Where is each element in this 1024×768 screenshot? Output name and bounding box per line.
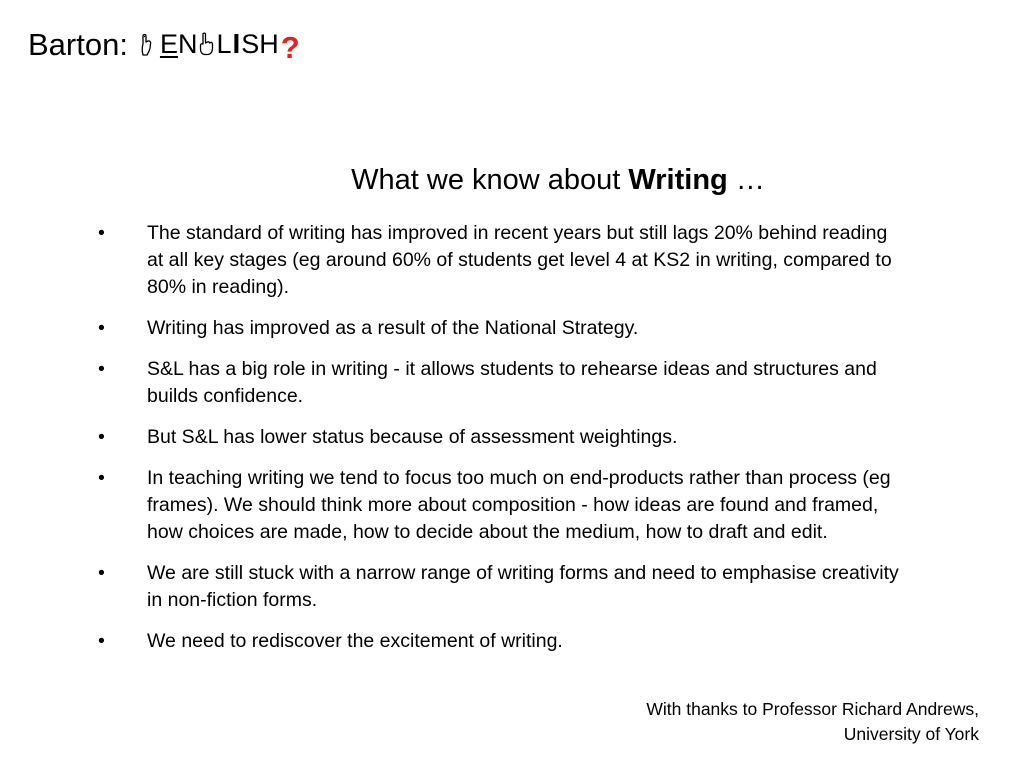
title-prefix: What we know about	[351, 164, 621, 196]
bullet-item	[98, 356, 908, 410]
bullet-item	[98, 220, 908, 301]
bullet-item	[98, 465, 908, 546]
bullet-mark: •	[98, 222, 105, 244]
bullet-text: But S&L has lower status because of assessment weightings.	[147, 426, 678, 448]
bullet-mark: •	[98, 426, 105, 448]
bullet-mark: •	[98, 358, 105, 380]
bullet-text: The standard of writing has improved in recent years but still lags 20% behind reading at all key stages (eg around 60% of students get level 4 at KS2 in writing, compared to 80% in reading).	[147, 222, 892, 298]
english-logo	[138, 28, 300, 65]
bullet-text: Writing has improved as a result of the National Strategy.	[147, 317, 639, 339]
credits-line-2: University of York	[843, 724, 979, 744]
bullet-text: We are still stuck with a narrow range of writing forms and need to emphasise creativity in non-fiction forms.	[147, 562, 899, 611]
bullet-text: We need to rediscover the excitement of writing.	[147, 630, 563, 652]
title-suffix: …	[735, 164, 765, 196]
hand-point-down-icon	[138, 31, 154, 57]
bullet-list	[98, 220, 908, 669]
bullet-text: S&L has a big role in writing - it allows students to rehearse ideas and structures and builds confidence.	[147, 358, 877, 407]
title-bold: Writing	[628, 164, 728, 196]
brand-name: Barton:	[28, 26, 128, 62]
bullet-item	[98, 424, 908, 451]
credits-line-1: With thanks to Professor Richard Andrews,	[646, 699, 979, 719]
bullet-mark: •	[98, 317, 105, 339]
bullet-item	[98, 628, 908, 655]
slide-title	[0, 162, 1024, 198]
logo-letter-sh: SH	[241, 28, 279, 59]
bullet-mark: •	[98, 630, 105, 652]
bullet-item	[98, 315, 908, 342]
bullet-mark: •	[98, 467, 105, 489]
bullet-item	[98, 560, 908, 614]
bullet-mark: •	[98, 562, 105, 584]
logo-letter-i: I	[232, 28, 241, 59]
logo-letter-l: L	[216, 28, 232, 59]
bullet-text: In teaching writing we tend to focus too much on end-products rather than process (eg frames). We should think more about composition - how ideas are found and framed, how choices are made, how to decide about the medium, how to draft and edit.	[147, 467, 891, 543]
credits	[646, 697, 979, 747]
hand-point-up-icon	[198, 32, 215, 56]
logo-letter-e: E	[159, 28, 178, 59]
logo-letter-n: N	[177, 28, 198, 59]
header	[28, 24, 300, 64]
question-mark-icon: ?	[280, 29, 300, 65]
